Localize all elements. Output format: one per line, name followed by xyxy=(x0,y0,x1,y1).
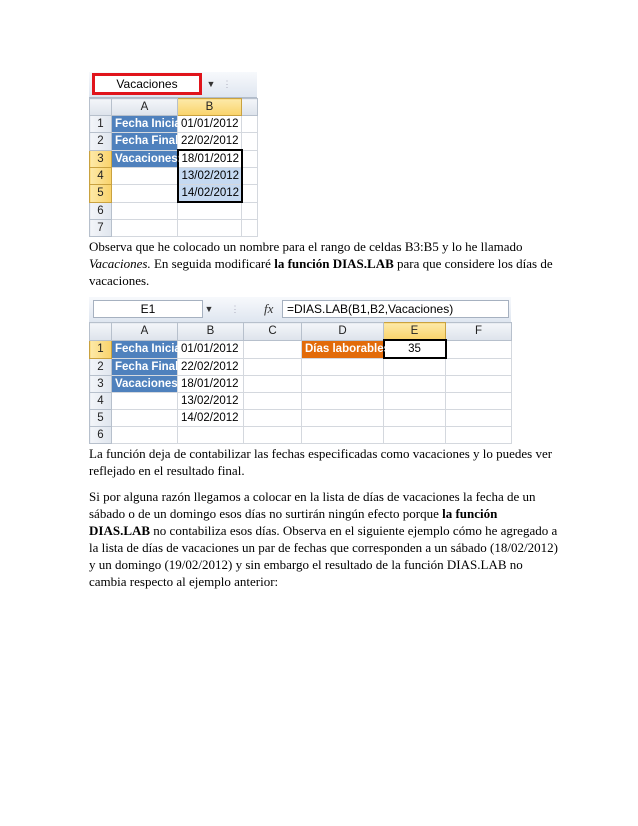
text-span: En seguida modificaré xyxy=(150,256,275,271)
row-header[interactable]: 3 xyxy=(90,375,112,392)
cell-b1[interactable]: 01/01/2012 xyxy=(178,340,244,358)
table-row xyxy=(90,375,512,392)
text-span: no contabiliza esos días. Observa en el siguiente ejemplo cómo he agregado a la lista de días de vacaciones un par de fechas que corresponden a un sábado (18/02/2012) y un domingo (19/02/2012) y sin embargo el resultado de la función DIAS.LAB no cambia respecto al ejemplo anterior: xyxy=(89,523,558,589)
cell-d4[interactable] xyxy=(302,392,384,409)
cell-a7[interactable] xyxy=(112,219,178,236)
cell-f2[interactable] xyxy=(446,358,512,375)
cell-e5[interactable] xyxy=(384,409,446,426)
table-row xyxy=(90,116,258,133)
cell-f4[interactable] xyxy=(446,392,512,409)
row-header[interactable]: 4 xyxy=(90,392,112,409)
column-header-a[interactable]: A xyxy=(112,99,178,116)
column-header-f[interactable]: F xyxy=(446,323,512,341)
cell-e2[interactable] xyxy=(384,358,446,375)
cell-c4[interactable] xyxy=(244,392,302,409)
paragraph-result: La función deja de contabilizar las fechas especificadas como vacaciones y lo puedes ver reflejado en el resultado final. xyxy=(89,446,553,478)
table-row xyxy=(90,185,258,203)
column-header-d[interactable]: D xyxy=(302,323,384,341)
spreadsheet-screenshot-2 xyxy=(89,297,511,441)
cell-d2[interactable] xyxy=(302,358,384,375)
cell-e1-result[interactable]: 35 xyxy=(384,340,446,358)
row-header[interactable]: 7 xyxy=(90,219,112,236)
column-header-e[interactable]: E xyxy=(384,323,446,341)
cell-b2[interactable]: 22/02/2012 xyxy=(178,358,244,375)
cell-b5[interactable]: 14/02/2012 xyxy=(178,409,244,426)
cell-b6[interactable] xyxy=(178,426,244,443)
table-row xyxy=(90,219,258,236)
cell-c1[interactable] xyxy=(244,340,302,358)
row-header[interactable]: 6 xyxy=(90,202,112,219)
row-header[interactable]: 5 xyxy=(90,185,112,203)
chevron-down-icon[interactable]: ▼ xyxy=(204,304,214,314)
cell-c7[interactable] xyxy=(242,219,258,236)
cell-b7[interactable] xyxy=(178,219,242,236)
column-header-b[interactable]: B xyxy=(178,323,244,341)
row-header[interactable]: 5 xyxy=(90,409,112,426)
cell-c2[interactable] xyxy=(242,133,258,151)
fx-icon[interactable]: fx xyxy=(264,301,274,316)
text-span: Observa que he colocado un nombre para el rango de celdas B3:B5 y lo he llamado xyxy=(89,239,523,254)
name-box[interactable]: E1 xyxy=(93,300,203,318)
column-header-a[interactable]: A xyxy=(112,323,178,341)
cell-f5[interactable] xyxy=(446,409,512,426)
column-header-c[interactable]: C xyxy=(244,323,302,341)
cell-c3[interactable] xyxy=(242,150,258,168)
table-row xyxy=(90,340,512,358)
text-span: para que considere los días de vacaciones. xyxy=(89,256,553,288)
column-header-next[interactable] xyxy=(242,99,258,116)
cell-c3[interactable] xyxy=(244,375,302,392)
cell-f3[interactable] xyxy=(446,375,512,392)
row-header[interactable]: 1 xyxy=(90,340,112,358)
row-header[interactable]: 2 xyxy=(90,133,112,151)
cell-a6[interactable] xyxy=(112,426,178,443)
chevron-down-icon[interactable]: ▼ xyxy=(206,79,216,89)
formula-bar-divider: ⋮ xyxy=(222,79,232,89)
cell-c4[interactable] xyxy=(242,168,258,185)
cell-a1[interactable]: Fecha Inicial: xyxy=(112,340,178,358)
cell-b1[interactable]: 01/01/2012 xyxy=(178,116,242,133)
cell-a4[interactable] xyxy=(112,392,178,409)
cell-b4[interactable]: 13/02/2012 xyxy=(178,392,244,409)
cell-f6[interactable] xyxy=(446,426,512,443)
cell-f1[interactable] xyxy=(446,340,512,358)
table-row xyxy=(90,358,512,375)
paragraph-weekend xyxy=(89,488,559,590)
cell-e6[interactable] xyxy=(384,426,446,443)
select-all-corner[interactable] xyxy=(90,99,112,116)
table-row xyxy=(90,202,258,219)
cell-b3[interactable]: 18/01/2012 xyxy=(178,150,242,168)
row-header[interactable]: 3 xyxy=(90,150,112,168)
italic-name: Vacaciones. xyxy=(89,256,151,271)
cell-c1[interactable] xyxy=(242,116,258,133)
cell-a6[interactable] xyxy=(112,202,178,219)
cell-b5[interactable]: 14/02/2012 xyxy=(178,185,242,203)
paragraph-range-name xyxy=(89,238,559,289)
cell-e4[interactable] xyxy=(384,392,446,409)
cell-a5[interactable] xyxy=(112,185,178,203)
column-header-row xyxy=(90,323,512,341)
cell-d6[interactable] xyxy=(302,426,384,443)
cell-b4[interactable]: 13/02/2012 xyxy=(178,168,242,185)
cell-b2[interactable]: 22/02/2012 xyxy=(178,133,242,151)
table-row xyxy=(90,150,258,168)
cell-d3[interactable] xyxy=(302,375,384,392)
cell-a3[interactable]: Vacaciones: xyxy=(112,150,178,168)
cell-b6[interactable] xyxy=(178,202,242,219)
cell-c5[interactable] xyxy=(244,409,302,426)
cell-a4[interactable] xyxy=(112,168,178,185)
table-row xyxy=(90,426,512,443)
cell-a5[interactable] xyxy=(112,409,178,426)
cell-c2[interactable] xyxy=(244,358,302,375)
cell-c6[interactable] xyxy=(242,202,258,219)
table-row xyxy=(90,168,258,185)
cell-c6[interactable] xyxy=(244,426,302,443)
cell-a1[interactable]: Fecha Inicial: xyxy=(112,116,178,133)
cell-c5[interactable] xyxy=(242,185,258,203)
cell-b3[interactable]: 18/01/2012 xyxy=(178,375,244,392)
select-all-corner[interactable] xyxy=(90,323,112,341)
cell-a2[interactable]: Fecha Final: xyxy=(112,133,178,151)
cell-d5[interactable] xyxy=(302,409,384,426)
table-row xyxy=(90,409,512,426)
spreadsheet-screenshot-1 xyxy=(89,72,257,234)
bold-function-name: la función DIAS.LAB xyxy=(274,256,394,271)
cell-e3[interactable] xyxy=(384,375,446,392)
row-header[interactable]: 1 xyxy=(90,116,112,133)
cell-a3[interactable]: Vacaciones: xyxy=(112,375,178,392)
column-header-b[interactable]: B xyxy=(178,99,242,116)
text-span: Si por alguna razón llegamos a colocar en la lista de días de vacaciones la fecha de un sábado o de un domingo esos días no surtirán ningún efecto porque xyxy=(89,489,536,521)
row-header[interactable]: 4 xyxy=(90,168,112,185)
cell-grid xyxy=(89,98,258,237)
row-header[interactable]: 2 xyxy=(90,358,112,375)
cell-a2[interactable]: Fecha Final: xyxy=(112,358,178,375)
formula-input[interactable]: =DIAS.LAB(B1,B2,Vacaciones) xyxy=(282,300,509,318)
column-header-row xyxy=(90,99,258,116)
table-row xyxy=(90,392,512,409)
cell-d1[interactable]: Días laborables: xyxy=(302,340,384,358)
cell-grid xyxy=(89,322,512,444)
name-box[interactable]: Vacaciones xyxy=(92,73,202,95)
bold-function-name: la función DIAS.LAB xyxy=(89,506,498,538)
formula-bar-divider: ⋮ xyxy=(230,304,240,314)
table-row xyxy=(90,133,258,151)
row-header[interactable]: 6 xyxy=(90,426,112,443)
